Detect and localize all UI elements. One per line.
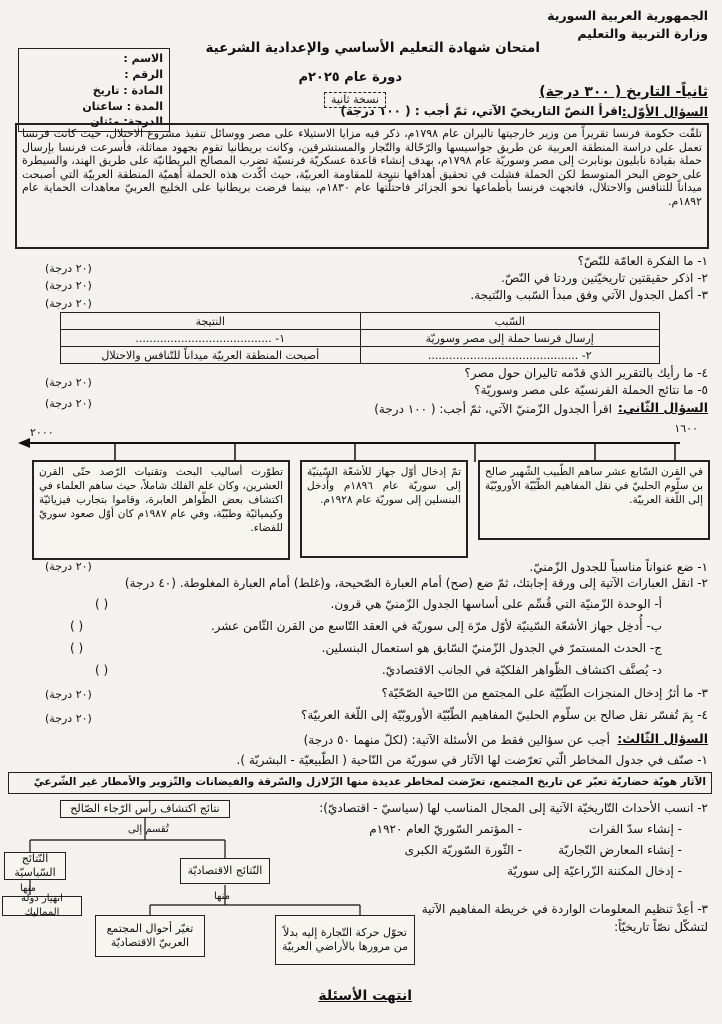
concept-root: نتائج اكتشاف رأس الرّجاء الصّالح <box>60 800 230 818</box>
q3-heading: السؤال الثّالث: <box>617 731 708 746</box>
q1-item-3: ٣- أكمل الجدول الآتي وفق مبدأ السّبب والنّتيجة. <box>470 288 708 302</box>
q1-item-2: ٢- اذكر حقيقتين تاريخيّتين وردتا في النّصّ. <box>501 271 708 285</box>
table-cell-effect-1: ١- ....................................... <box>61 330 361 347</box>
q3-instruction: أجب عن سؤالين فقط من الأسئلة الآتية: (لكلّ منهما ٥٠ درجة) <box>303 733 610 747</box>
timeline-start-label: ١٦٠٠ <box>674 422 698 435</box>
q3-quote-box <box>8 772 712 794</box>
event-3: - إنشاء المعارض التّجاريّة <box>558 843 682 857</box>
table-cell-cause-2: ٢- ........................................... <box>360 347 660 364</box>
event-4: - الثّورة السّوريّة الكبرى <box>404 843 522 857</box>
answer-blank-c: ( ) <box>70 641 84 655</box>
q3-item-1: ١- صنّف في جدول المخاطر الّتي تعرّضت لها الآثار في سوريّة من النّاحية ( الطّبيعيّة - البشريّة ). <box>236 753 708 767</box>
q2-item-3-marks: (٢٠ درجة) <box>45 688 92 701</box>
answer-blank-b: ( ) <box>70 619 84 633</box>
q1-item-3-marks: (٢٠ درجة) <box>45 297 92 310</box>
concept-econ-result-1: تحوّل حركة التّجارة إليه بدلاً من مرورها بالأراضي العربيّة <box>275 915 415 965</box>
q2-instruction: اقرأ الجدول الزّمنيّ الآتي، ثمّ أجب: ( ١٠٠ درجة) <box>374 402 612 416</box>
event-1: - إنشاء سدّ الفرات <box>588 822 682 836</box>
q1-text-box <box>15 123 709 249</box>
q2-item-4: ٤- بِمَ تُفسّر نقل صالح بن سلّوم الحلبيّ المفاهيم الطّبّيّة الأوروبّيّة إلى اللّغة العربيّة؟ <box>300 708 708 722</box>
q1-item-4-marks: (٢٠ درجة) <box>45 376 92 389</box>
concept-economic: النّتائج الاقتصاديّة <box>180 858 270 884</box>
concept-from-them-political: منها <box>20 883 37 894</box>
timeline-box-17th-century: في القرن السّابع عشر ساهم الطّبيب الشّهير صالح بن سلّوم الحلبيّ في نقل المفاهيم الطّبّيّة الأوروبّيّة إلى اللّغة العربيّة. <box>478 460 710 540</box>
answer-blank-d: ( ) <box>95 663 109 677</box>
timeline-box-xray-penicillin: تمّ إدخال أوّل جهاز للأشعّة السّينيّة إلى سوريّة عام ١٨٩٦م وأُدخل البنسلين إلى سوريّة عام ١٩٢٨م. <box>300 460 468 558</box>
section-title: ثانياً- التاريخ ( ٣٠٠ درجة) <box>539 84 708 100</box>
republic-header: الجمهورية العربية السورية <box>547 8 708 23</box>
q2-item-2c: ج- الحدث المستمرّ في الجدول الزّمنيّ السّابق هو استعمال البنسلين. <box>321 641 662 655</box>
table-header-row <box>61 313 660 330</box>
q3-quote-text: الآثار هويّة حضاريّة تعبّر عن تاريخ المجتمع، تعرّضت لمخاطر عديدة منها الزّلازل والسّرقة والفيضانات والتّزوير والأمطار غير الشّرعيّ <box>33 776 706 788</box>
duration-label: المدة : ساعتان <box>82 100 163 113</box>
q2-item-4-marks: (٢٠ درجة) <box>45 712 92 725</box>
q3-item-2: ٢- انسب الأحداث التّاريخيّة الآتية إلى المجال المناسب لها (سياسيّ - اقتصاديّ): <box>319 801 708 815</box>
student-number-label: الرقم : <box>124 68 163 81</box>
end-of-questions: انتهت الأسئلة <box>318 988 412 1004</box>
concept-from-them-economic: منها <box>214 891 231 902</box>
version-badge: نسخة ثانية <box>324 92 386 108</box>
q2-item-3: ٣- ما أثرُ إدخال المنجزات الطّبّيّة على المجتمع من النّاحية الصّحّيّة؟ <box>381 686 708 700</box>
q2-item-2: ٢- انقل العبارات الآتية إلى ورقة إجابتك، ثمّ ضع (صح) أمام العبارة الصّحيحة، و(غلط) أمام العبارة المغلوطة. (٤٠ درجة) <box>124 576 708 590</box>
q1-item-4: ٤- ما رأيك بالتقرير الذي قدّمه تاليران حول مصر؟ <box>464 366 708 380</box>
table-cell-effect-2: أصبحت المنطقة العربيّة ميداناً للتّنافس والاحتلال <box>61 347 361 364</box>
table-row <box>61 347 660 364</box>
student-info-box <box>18 48 170 132</box>
q1-item-5: ٥- ما نتائج الحملة الفرنسيّة على مصر وسوريّة؟ <box>474 383 708 397</box>
q2-item-2a: أ- الوحدة الزّمنيّة التي قُسِّم على أساسها الجدول الزّمنيّ هي قرون. <box>330 597 662 611</box>
exam-session: دورة عام ٢٠٢٥م <box>298 70 402 85</box>
q2-heading: السؤال الثّاني: <box>617 400 708 415</box>
q1-item-1: ١- ما الفكرة العامّة للنّصّ؟ <box>577 254 708 268</box>
q1-heading: السؤال الأوّل: <box>621 104 708 119</box>
concept-divides-label: تُقسم إلى <box>128 824 169 835</box>
timeline-box-astronomy: تطوّرت أساليب البحث وتقنيات الرّصد حتّى القرن العشرين، وكان علم الفلك شاملاً، حيث ساهم العلماء في اكتشاف بعض الظّواهر العابرة، وقاموا بتجارب فيزيائيّة وكيميائيّة وطبّيّة، وفي عام ١٩٨٧م كان أوّل صعود سوريّ للفضاء. <box>32 460 290 560</box>
q1-historical-text: تلقّت حكومة فرنسا تقريراً من وزير خارجيتها تاليران عام ١٧٩٨م، ذكر فيه مزايا الاستيلاء على مصر ووسائل تنفيذ مشروع الاحتلال، حيث كانت فرنسا تعمل على دراسة المنطقة العربية عن طريق جواسيسها والرّحّالة والتّجار والمستشرقين، وكانت بريطانيا تقوم بجهود مماثلة، فأسرعت فرنسا بإرسال حملة بقيادة نابليون بونابرت إلى مصر وسوريّة عام ١٧٩٨م، بهدف إنشاء قاعدة عسكريّة فرنسيّة تضرب المصالح البريطانيّة على طريق الهند، والسيطرة على حوض البحر المتوسط لكن الحملة فشلت في تحقيق أهدافها نتيجة للمقاومة العربيّة، حيث أكّدت هذه الحملة أهميّة المنطقة العربيّة التي أصبحت ميداناً للتنافس والاحتلال، فاتجهت فرنسا بأطماعها نحو الجزائر فاحتلّتها عام ١٨٣٠م، بينما فرضت بريطانيا على الخليج العربيّ معاهدات الحماية عام ١٨٩٢م. <box>22 127 702 208</box>
concept-econ-result-2: تغيّر أحوال المجتمع العربيّ الاقتصاديّة <box>95 915 205 957</box>
table-header-effect: النتيجة <box>61 313 361 330</box>
q1-instruction: اقرأ النصّ التاريخيّ الآتي، ثمّ أجب : ( ١٠٠ درجة) <box>340 104 622 118</box>
q1-item-2-marks: (٢٠ درجة) <box>45 279 92 292</box>
cause-effect-table <box>60 312 660 364</box>
subject-label: المادة : تاريخ <box>92 84 163 97</box>
concept-political: النّتائج السّياسيّة <box>4 852 66 880</box>
q1-item-5-marks: (٢٠ درجة) <box>45 397 92 410</box>
total-label: الدرجة: مئتان <box>90 115 163 128</box>
event-5: - إدخال المكننة الزّراعيّة إلى سوريّة <box>507 864 682 878</box>
event-2: - المؤتمر السّوريّ العام ١٩٢٠م <box>369 822 522 836</box>
q1-item-1-marks: (٢٠ درجة) <box>45 262 92 275</box>
q3-item-3: ٣- أعِدْ تنظيم المعلومات الواردة في خريطة المفاهيم الآتية لتشكّل نصّاً تاريخيّاً: <box>421 902 708 934</box>
q2-item-1: ١- ضع عنواناً مناسباً للجدول الزّمنيّ. <box>529 560 708 574</box>
ministry-header: وزارة التربية والتعليم <box>577 26 708 41</box>
table-row <box>61 330 660 347</box>
q2-item-2d: د- يُصنَّف اكتشاف الظّواهر الفلكيّة في الجانب الاقتصاديّ. <box>381 663 662 677</box>
student-name-label: الاسم : <box>123 52 163 65</box>
answer-blank-a: ( ) <box>95 597 109 611</box>
q2-item-1-marks: (٢٠ درجة) <box>45 560 92 573</box>
q2-item-2b: ب- أُدخِل جهاز الأشعّة السّينيّة لأوّل مرّة إلى سوريّة في العقد التّاسع من القرن الثّامن عشر. <box>210 619 662 633</box>
concept-political-result: انهيار دولة المماليك <box>2 896 82 916</box>
table-cell-cause-1: إرسال فرنسا حملة إلى مصر وسوريّة <box>360 330 660 347</box>
timeline-end-label: ٢٠٠٠ <box>30 426 54 439</box>
exam-title: امتحان شهادة التعليم الأساسي والإعدادية الشرعية <box>205 40 540 56</box>
table-header-cause: السّبب <box>360 313 660 330</box>
